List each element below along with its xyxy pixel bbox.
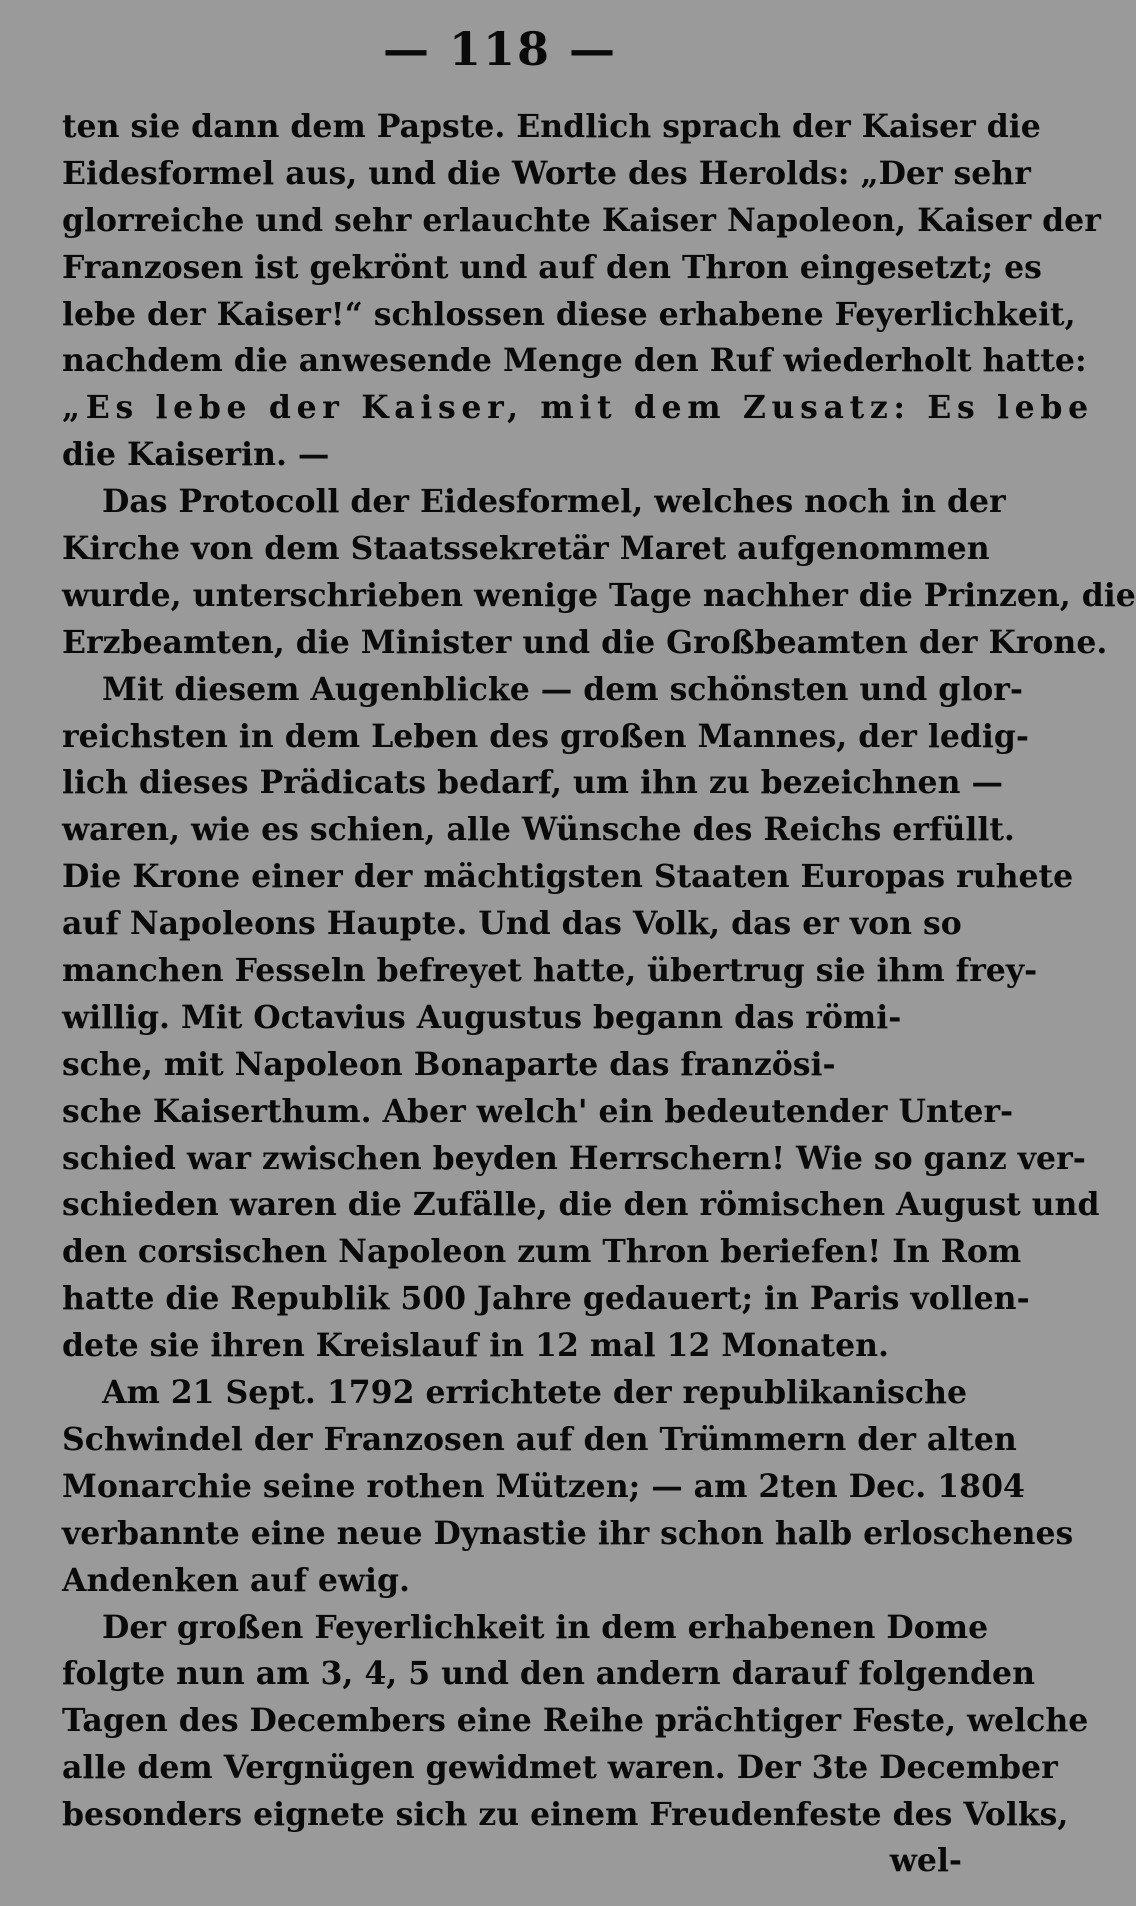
text-line: manchen Fesseln befreyet hatte, übertrug sie ihm frey- [62,952,1038,990]
catchword: wel- [889,1842,962,1879]
text-line: Eidesformel aus, und die Worte des Herolds: „Der sehr [62,154,1031,192]
text-line: sche, mit Napoleon Bonaparte das französi- [62,1045,836,1083]
text-line: reichsten in dem Leben des großen Mannes, der ledig- [62,717,1029,755]
page-number: — 118 — [382,22,618,76]
text-line: wurde, unterschrieben wenige Tage nachher die Prinzen, die [62,576,1136,614]
text-line: den corsischen Napoleon zum Thron beriefen! In Rom [62,1233,1022,1271]
text-line: folgte nun am 3, 4, 5 und den andern darauf folgenden [62,1655,1035,1693]
text-line: Erzbeamten, die Minister und die Großbeamten der Krone. [62,623,1108,661]
body-text [62,104,1136,1839]
text-line: die Kaiserin. — [62,436,330,474]
text-line: auf Napoleons Haupte. Und das Volk, das er von so [62,905,962,943]
text-line: Am 21 Sept. 1792 errichtete der republikanische [102,1374,968,1412]
text-line: Die Krone einer der mächtigsten Staaten Europas ruhete [62,858,1074,896]
text-line: alle dem Vergnügen gewidmet waren. Der 3te December [62,1749,1058,1787]
text-line: sche Kaiserthum. Aber welch' ein bedeutender Unter- [62,1092,1014,1130]
text-line: verbannte eine neue Dynastie ihr schon halb erloschenes [62,1514,1074,1552]
text-line: glorreiche und sehr erlauchte Kaiser Napoleon, Kaiser der [62,201,1101,239]
text-line: Tagen des Decembers eine Reihe prächtiger Feste, welche [62,1702,1089,1740]
text-line: nachdem die anwesende Menge den Ruf wiederholt hatte: [62,342,1087,380]
text-line: Mit diesem Augenblicke — dem schönsten und glor- [102,670,1023,708]
text-line: willig. Mit Octavius Augustus begann das römi- [62,998,902,1036]
text-line: Das Protocoll der Eidesformel, welches noch in der [102,483,1006,521]
text-line: besonders eignete sich zu einem Freudenfeste des Volks, [62,1796,1069,1834]
text-line: Der großen Feyerlichkeit in dem erhabenen Dome [102,1608,989,1646]
text-line: lebe der Kaiser!“ schlossen diese erhabene Feyerlichkeit, [62,295,1076,333]
text-line: ten sie dann dem Papste. Endlich sprach der Kaiser die [62,108,1041,145]
text-line: Schwindel der Franzosen auf den Trümmern der alten [62,1420,1017,1458]
text-line: waren, wie es schien, alle Wünsche des Reichs erfüllt. [62,811,1015,849]
text-line: schieden waren die Zufälle, die den römischen August und [62,1186,1100,1224]
text-line: Kirche von dem Staatssekretär Maret aufgenommen [62,530,990,568]
text-line: Andenken auf ewig. [62,1561,410,1599]
text-line: Franzosen ist gekrönt und auf den Thron eingesetzt; es [62,248,1042,286]
text-line: „Es lebe der Kaiser, mit dem Zusatz: Es lebe [62,389,1094,427]
text-line: hatte die Republik 500 Jahre gedauert; in Paris vollen- [62,1280,1030,1318]
text-line: schied war zwischen beyden Herrschern! Wie so ganz ver- [62,1139,1086,1177]
text-line: lich dieses Prädicats bedarf, um ihn zu bezeichnen — [62,764,1003,802]
text-line: Monarchie seine rothen Mützen; — am 2ten Dec. 1804 [62,1467,1025,1505]
text-line: dete sie ihren Kreislauf in 12 mal 12 Monaten. [62,1327,889,1365]
